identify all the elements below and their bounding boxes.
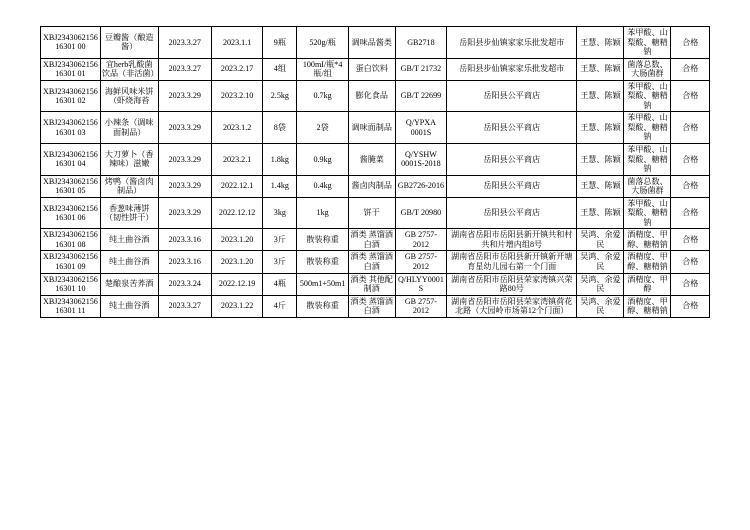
cell-standard: GB 2757-2012 (395, 229, 446, 251)
cell-sampling-date: 2023.3.29 (158, 197, 211, 229)
cell-sampling-date: 2023.3.29 (158, 144, 211, 176)
cell-items: 菌落总数、大肠菌群 (624, 58, 671, 80)
inspection-result-table (40, 26, 710, 318)
cell-unit: 岳阳县公平商店 (447, 197, 577, 229)
cell-items: 菌落总数、大肠菌群 (624, 175, 671, 197)
cell-production-date: 2023.2.1 (211, 144, 262, 176)
cell-sample-name: 楚酿泉苦荞酒 (100, 273, 158, 295)
cell-sampler: 王慧、陈颖 (577, 27, 624, 59)
cell-unit: 岳阳县公平商店 (447, 175, 577, 197)
cell-spec: 520g/瓶 (297, 27, 348, 59)
cell-result: 合格 (671, 229, 710, 251)
cell-spec: 散装称重 (297, 251, 348, 273)
cell-sample-no: XBJ234306215616301 02 (41, 80, 101, 112)
cell-sampling-date: 2023.3.27 (158, 295, 211, 317)
cell-quantity: 9瓶 (263, 27, 297, 59)
cell-sample-no: XBJ234306215616301 09 (41, 251, 101, 273)
cell-sampling-date: 2023.3.29 (158, 112, 211, 144)
cell-unit: 岳阳县公平商店 (447, 112, 577, 144)
cell-sampler: 王慧、陈颖 (577, 175, 624, 197)
cell-quantity: 1.4kg (263, 175, 297, 197)
cell-sample-name: 香葱味薄饼（韧性饼干） (100, 197, 158, 229)
cell-sample-no: XBJ234306215616301 06 (41, 197, 101, 229)
cell-items: 苯甲酸、山梨酸、糖精钠 (624, 80, 671, 112)
cell-sample-no: XBJ234306215616301 03 (41, 112, 101, 144)
cell-items: 酒精度、甲醇 (624, 273, 671, 295)
cell-sample-name: 豆瓣酱（酿造酱） (100, 27, 158, 59)
cell-category: 酒类 其他配制酒 (348, 273, 395, 295)
cell-sample-no: XBJ234306215616301 11 (41, 295, 101, 317)
cell-unit: 岳阳县步仙镇家家乐批发超市 (447, 58, 577, 80)
cell-sampler: 王慧、陈颖 (577, 197, 624, 229)
cell-unit: 湖南省岳阳市岳阳县荣家湾镇兴荣路80号 (447, 273, 577, 295)
cell-sample-no: XBJ234306215616301 01 (41, 58, 101, 80)
cell-result: 合格 (671, 58, 710, 80)
cell-production-date: 2023.1.1 (211, 27, 262, 59)
cell-result: 合格 (671, 27, 710, 59)
cell-standard: GB 2757-2012 (395, 295, 446, 317)
cell-sample-name: 纯土曲谷酒 (100, 295, 158, 317)
cell-production-date: 2023.1.20 (211, 251, 262, 273)
cell-quantity: 3kg (263, 197, 297, 229)
cell-items: 酒精度、甲醇、糖精钠 (624, 251, 671, 273)
cell-production-date: 2022.12.1 (211, 175, 262, 197)
cell-standard: GB2718 (395, 27, 446, 59)
cell-category: 蛋白饮料 (348, 58, 395, 80)
cell-category: 酱腌菜 (348, 144, 395, 176)
cell-quantity: 3斤 (263, 229, 297, 251)
cell-category: 膨化食品 (348, 80, 395, 112)
cell-quantity: 1.8kg (263, 144, 297, 176)
table-row (41, 273, 710, 295)
cell-spec: 2袋 (297, 112, 348, 144)
cell-spec: 500m1+50m1 (297, 273, 348, 295)
table-body (41, 27, 710, 318)
cell-quantity: 2.5kg (263, 80, 297, 112)
cell-category: 调味品酱类 (348, 27, 395, 59)
cell-sample-name: 烤鸭（酱卤肉制品） (100, 175, 158, 197)
cell-quantity: 4瓶 (263, 273, 297, 295)
cell-category: 酒类 蒸馏酒 白酒 (348, 251, 395, 273)
table-row (41, 251, 710, 273)
cell-category: 调味面制品 (348, 112, 395, 144)
cell-standard: GB 2757-2012 (395, 251, 446, 273)
cell-result: 合格 (671, 144, 710, 176)
cell-sampler: 王慧、陈颖 (577, 58, 624, 80)
table-row (41, 229, 710, 251)
cell-result: 合格 (671, 112, 710, 144)
cell-sampler: 吴鸿、余爱民 (577, 295, 624, 317)
cell-quantity: 3斤 (263, 251, 297, 273)
cell-production-date: 2022.12.19 (211, 273, 262, 295)
cell-production-date: 2023.2.17 (211, 58, 262, 80)
cell-result: 合格 (671, 175, 710, 197)
cell-sampling-date: 2023.3.29 (158, 175, 211, 197)
cell-sample-name: 宜herb乳酸菌饮品（非活菌） (100, 58, 158, 80)
cell-items: 酒精度、甲醇、糖精钠 (624, 229, 671, 251)
cell-quantity: 4组 (263, 58, 297, 80)
cell-spec: 0.9kg (297, 144, 348, 176)
cell-sample-no: XBJ234306215616301 00 (41, 27, 101, 59)
cell-result: 合格 (671, 295, 710, 317)
cell-sampler: 吴鸿、余爱民 (577, 251, 624, 273)
cell-standard: Q/YSHW 0001S-2018 (395, 144, 446, 176)
cell-category: 酒类 蒸馏酒 白酒 (348, 229, 395, 251)
cell-unit: 岳阳县公平商店 (447, 80, 577, 112)
cell-sample-no: XBJ234306215616301 05 (41, 175, 101, 197)
cell-production-date: 2022.12.12 (211, 197, 262, 229)
cell-standard: GB/T 22699 (395, 80, 446, 112)
cell-sample-name: 小辣条（调味面制品） (100, 112, 158, 144)
cell-items: 酒精度、甲醇、糖精钠 (624, 295, 671, 317)
cell-items: 苯甲酸、山梨酸、糖精钠 (624, 27, 671, 59)
cell-result: 合格 (671, 273, 710, 295)
cell-items: 苯甲酸、山梨酸、糖精钠 (624, 112, 671, 144)
cell-sampling-date: 2023.3.27 (158, 27, 211, 59)
cell-unit: 岳阳县步仙镇家家乐批发超市 (447, 27, 577, 59)
cell-sampling-date: 2023.3.16 (158, 229, 211, 251)
cell-sample-name: 纯土曲谷酒 (100, 251, 158, 273)
cell-spec: 1kg (297, 197, 348, 229)
cell-standard: GB/T 21732 (395, 58, 446, 80)
cell-items: 苯甲酸、山梨酸、糖精钠 (624, 197, 671, 229)
cell-sampler: 王慧、陈颖 (577, 112, 624, 144)
cell-sampler: 吴鸿、余爱民 (577, 273, 624, 295)
table-row (41, 58, 710, 80)
cell-sampling-date: 2023.3.24 (158, 273, 211, 295)
table-row (41, 175, 710, 197)
cell-spec: 散装称重 (297, 295, 348, 317)
cell-sample-name: 海鲜风味米饼（虾烧海苔 (100, 80, 158, 112)
cell-sample-name: 大刀萝卜（香辣味）滋嫩 (100, 144, 158, 176)
cell-spec: 散装称重 (297, 229, 348, 251)
cell-sample-no: XBJ234306215616301 08 (41, 229, 101, 251)
cell-result: 合格 (671, 80, 710, 112)
cell-category: 酱卤肉制品 (348, 175, 395, 197)
cell-sample-no: XBJ234306215616301 04 (41, 144, 101, 176)
cell-unit: 岳阳县公平商店 (447, 144, 577, 176)
table-row (41, 144, 710, 176)
cell-production-date: 2023.2.10 (211, 80, 262, 112)
cell-standard: Q/HLYY0001S (395, 273, 446, 295)
cell-quantity: 4斤 (263, 295, 297, 317)
cell-unit: 湖南省岳阳市岳阳县新开镇共和村共和片增内组8号 (447, 229, 577, 251)
cell-spec: 100mI/瓶*4瓶/组 (297, 58, 348, 80)
cell-standard: GB/T 20980 (395, 197, 446, 229)
cell-sample-no: XBJ234306215616301 10 (41, 273, 101, 295)
cell-production-date: 2023.1.2 (211, 112, 262, 144)
cell-spec: 0.7kg (297, 80, 348, 112)
cell-sample-name: 纯土曲谷酒 (100, 229, 158, 251)
cell-items: 苯甲酸、山梨酸、糖精钠 (624, 144, 671, 176)
cell-category: 饼干 (348, 197, 395, 229)
cell-unit: 湖南省岳阳市岳阳县新开镇新开塘育星幼儿园右第一个门面 (447, 251, 577, 273)
table-row (41, 197, 710, 229)
cell-sampler: 吴鸿、余爱民 (577, 229, 624, 251)
cell-sampling-date: 2023.3.16 (158, 251, 211, 273)
cell-production-date: 2023.1.22 (211, 295, 262, 317)
cell-result: 合格 (671, 197, 710, 229)
cell-sampler: 王慧、陈颖 (577, 144, 624, 176)
cell-sampling-date: 2023.3.27 (158, 58, 211, 80)
cell-production-date: 2023.1.20 (211, 229, 262, 251)
table-row (41, 295, 710, 317)
cell-unit: 湖南省岳阳市岳阳县荣家湾镇荷花北路（大园岭市场第12个门面） (447, 295, 577, 317)
cell-category: 酒类 蒸馏酒 白酒 (348, 295, 395, 317)
cell-spec: 0.4kg (297, 175, 348, 197)
cell-standard: GB2726-2016 (395, 175, 446, 197)
table-row (41, 27, 710, 59)
cell-result: 合格 (671, 251, 710, 273)
cell-sampler: 王慧、陈颖 (577, 80, 624, 112)
table-row (41, 80, 710, 112)
cell-sampling-date: 2023.3.29 (158, 80, 211, 112)
cell-quantity: 8袋 (263, 112, 297, 144)
table-row (41, 112, 710, 144)
cell-standard: Q/YPXA 0001S (395, 112, 446, 144)
